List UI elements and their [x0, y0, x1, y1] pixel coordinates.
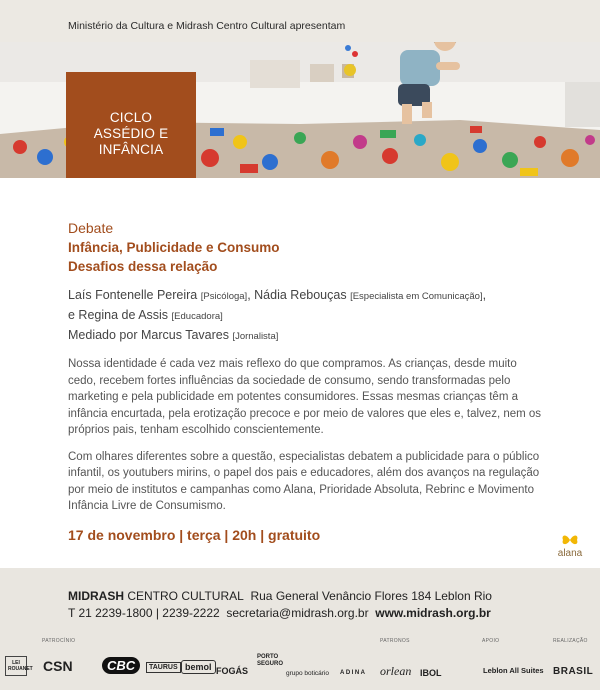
- event-subtitle: Desafios dessa relação: [68, 259, 218, 274]
- speaker-line: [68, 306, 548, 326]
- sponsor-label: PATRONOS: [380, 638, 410, 644]
- speaker-name: Nádia Rebouças: [254, 288, 351, 302]
- sponsor-logo: LEI ROUANET: [5, 656, 27, 676]
- moderator-name: Mediado por Marcus Tavares: [68, 328, 233, 342]
- sponsor-label: PATROCÍNIO: [42, 638, 76, 644]
- sponsor-logo: CSN: [43, 658, 73, 674]
- cycle-title-line: INFÂNCIA: [98, 142, 164, 157]
- venue-line: [68, 588, 492, 605]
- event-date: 17 de novembro | terça | 20h | gratuito: [68, 526, 321, 543]
- alana-label: alana: [557, 548, 583, 559]
- sponsor-logo: IBOL: [420, 668, 442, 678]
- venue-name-rest: CENTRO CULTURAL: [124, 589, 244, 603]
- sponsor-logo: CBC: [102, 657, 140, 674]
- speaker-role: [Educadora]: [171, 311, 223, 322]
- sponsor-bar: [0, 638, 600, 690]
- event-subtitle: Infância, Publicidade e Consumo: [68, 240, 280, 255]
- speaker-separator: ,: [247, 288, 255, 302]
- speakers: [68, 286, 548, 346]
- sponsor-logo: PORTO SEGURO: [257, 654, 284, 667]
- venue-address: Rua General Venâncio Flores 184 Leblon Rio: [250, 589, 492, 603]
- event-type: Debate: [68, 220, 114, 236]
- speaker-name: e Regina de Assis: [68, 308, 172, 322]
- cycle-title-line: ASSÉDIO E: [93, 126, 169, 141]
- description-paragraph: Com olhares diferentes sobre a questão, especialistas debatem a publicidade para o público infantil, os youtubers mirins, o papel dos pais e educadores, além dos avanços na regulação por meio de institutos e campanhas como Alana, Prioridade Absoluta, Rebrinc e Movimento Infância Livre de Consumismo.: [68, 450, 540, 512]
- venue-website[interactable]: www.midrash.org.br: [375, 606, 491, 620]
- speaker-role: [Psicóloga]: [200, 291, 248, 302]
- speaker-separator: ,: [482, 288, 487, 302]
- sponsor-logo: grupo boticário: [286, 670, 329, 677]
- speaker-line: [68, 286, 548, 306]
- venue-phones: T 21 2239-1800 | 2239-2222: [68, 606, 220, 620]
- presenter-credit: Ministério da Cultura e Midrash Centro Cultural apresentam: [68, 20, 346, 32]
- description-paragraph: Nossa identidade é cada vez mais reflexo do que compramos. As crianças, desde muito cedo, recebem fortes influências da sociedade de consumo, sendo transformadas pelo marketing e pela publicidade em potentes consumidores. Essas mesmas crianças têm a infância encurtada, pela erotização precoce e por meio de valores que eles e, talvez, nem os próprios pais, tenham escolhido conscientemente.: [68, 358, 542, 436]
- venue-info: [68, 588, 492, 622]
- sponsor-logo: TAURUS: [146, 662, 181, 673]
- speaker-role: [Especialista em Comunicação]: [350, 291, 483, 302]
- speaker-name: Laís Fontenelle Pereira: [68, 288, 201, 302]
- cycle-title-box: [66, 72, 196, 192]
- sponsor-logo: ADINA: [340, 670, 367, 676]
- sponsor-logo: Leblon All Suites: [483, 666, 544, 675]
- alana-butterfly-icon: [561, 533, 579, 547]
- sponsor-logo: bemol: [181, 660, 216, 674]
- alana-logo: [550, 533, 590, 559]
- moderator-role: [Jornalista]: [232, 331, 279, 342]
- venue-name-bold: MIDRASH: [68, 589, 124, 603]
- venue-email[interactable]: secretaria@midrash.org.br: [226, 606, 369, 620]
- contact-line: [68, 605, 492, 622]
- sponsor-logo: orlean: [380, 664, 412, 678]
- sponsor-logo: FOGÁS: [216, 666, 249, 676]
- sponsor-logo: BRASIL: [553, 666, 594, 677]
- sponsor-label: APOIO: [482, 638, 500, 644]
- event-details: [68, 220, 548, 543]
- sponsor-label: REALIZAÇÃO: [553, 638, 588, 644]
- cycle-title-line: CICLO: [109, 110, 153, 125]
- moderator-line: [68, 326, 548, 346]
